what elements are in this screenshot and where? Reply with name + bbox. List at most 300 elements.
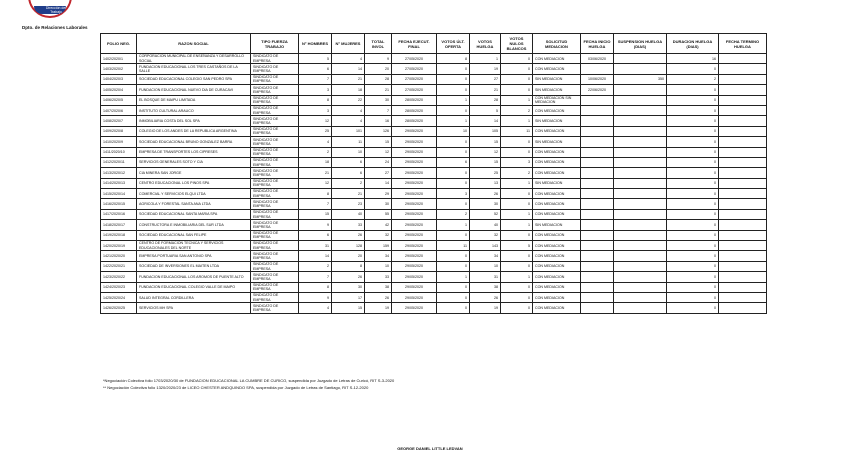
table-cell: FUNDACION EDUCACIONAL LOS TRES CASTAÑOS DE LA SALLE xyxy=(137,64,251,74)
table-row xyxy=(101,220,767,230)
header-row xyxy=(101,34,767,54)
table-cell: 0 xyxy=(667,157,719,167)
table-cell: 15 xyxy=(470,137,501,147)
table-cell: 5 xyxy=(501,241,533,251)
table-cell: 4 xyxy=(332,116,365,126)
table-cell: 26 xyxy=(332,230,365,240)
table-cell: 6 xyxy=(437,157,470,167)
table-cell xyxy=(581,64,614,74)
table-cell xyxy=(614,261,667,271)
table-cell: 21 xyxy=(299,168,332,178)
table-cell: 0 xyxy=(437,199,470,209)
table-cell: 29/05/2020 xyxy=(392,147,437,157)
table-cell: SINDICATO DE EMPRESA xyxy=(251,116,299,126)
table-cell: 42 xyxy=(365,220,392,230)
table-cell xyxy=(614,147,667,157)
table-cell: 18 xyxy=(332,85,365,95)
table-cell: CON MEDIACION xyxy=(533,230,581,240)
table-cell: 0 xyxy=(501,199,533,209)
table-row xyxy=(101,261,767,271)
table-cell: 32 xyxy=(365,230,392,240)
table-cell: AGRICOLA Y FORESTAL SANTA ANA LTDA xyxy=(137,199,251,209)
table-cell: 1 xyxy=(501,95,533,105)
table-cell: SINDICATO DE EMPRESA xyxy=(251,199,299,209)
table-cell xyxy=(719,303,767,313)
table-cell: 1 xyxy=(501,272,533,282)
table-cell: 0 xyxy=(667,189,719,199)
table-cell xyxy=(581,272,614,282)
table-cell: CON MEDIACION xyxy=(533,54,581,64)
table-cell: EMPRESA PORTUARIA SAN ANTONIO SPA xyxy=(137,251,251,261)
table-cell: 27/05/2020 xyxy=(392,54,437,64)
direccion-trabajo-logo xyxy=(28,0,72,18)
table-cell: CIA MINERA SAN JORGE xyxy=(137,168,251,178)
table-cell xyxy=(581,261,614,271)
table-cell: SERVICIOS GENERALES SOTO Y CIA xyxy=(137,157,251,167)
table-row xyxy=(101,168,767,178)
table-cell xyxy=(581,292,614,302)
table-cell xyxy=(581,147,614,157)
table-cell xyxy=(614,282,667,292)
table-cell: 1414/2020/13 xyxy=(101,178,137,188)
table-cell: 0 xyxy=(437,85,470,95)
table-row xyxy=(101,251,767,261)
table-cell xyxy=(719,54,767,64)
table-cell xyxy=(581,126,614,136)
table-cell: 38 xyxy=(470,282,501,292)
table-cell: 29/05/2020 xyxy=(392,126,437,136)
table-cell xyxy=(614,116,667,126)
table-row xyxy=(101,292,767,302)
table-cell: 27/05/2020 xyxy=(392,85,437,95)
table-cell: 143 xyxy=(470,241,501,251)
table-cell: SOCIEDAD EDUCACIONAL SAN FELIPE xyxy=(137,230,251,240)
table-cell: 0 xyxy=(667,178,719,188)
table-cell: 22/06/2020 xyxy=(581,85,614,95)
table-cell: CON MEDIACION xyxy=(533,251,581,261)
table-cell: SINDICATO DE EMPRESA xyxy=(251,137,299,147)
table-cell xyxy=(719,251,767,261)
table-cell: EL BOSQUE DE MAIPU LIMITADA xyxy=(137,95,251,105)
table-cell: 2 xyxy=(299,147,332,157)
table-cell xyxy=(719,126,767,136)
table-cell: SINDICATO DE EMPRESA xyxy=(251,168,299,178)
table-cell xyxy=(614,178,667,188)
table-cell: CON MEDIACION xyxy=(533,105,581,115)
table-cell: 15 xyxy=(332,303,365,313)
table-cell: 1 xyxy=(470,54,501,64)
table-cell: 03/06/2020 xyxy=(581,54,614,64)
table-cell: CENTRO EDUCACIONAL LOS PINOS SPA xyxy=(137,178,251,188)
table-cell: 0 xyxy=(667,95,719,105)
footnote-2: ** Negociación Colectiva folio 1320/2020/23 de LICEO CHESTER ANDQUINDO SPA, suspendida por Juzgado de Letras de Santiago, RIT S-12-2020 xyxy=(103,385,369,390)
column-header: SOLICITUD MEDIACION xyxy=(533,34,581,54)
table-cell xyxy=(581,199,614,209)
table-cell: 28/05/2020 xyxy=(392,95,437,105)
table-cell: 12 xyxy=(299,116,332,126)
table-row xyxy=(101,95,767,105)
table-cell: 2 xyxy=(501,168,533,178)
table-cell: 0 xyxy=(437,168,470,178)
table-cell: 10 xyxy=(437,126,470,136)
table-cell: 11 xyxy=(437,241,470,251)
table-cell: 30 xyxy=(365,199,392,209)
table-cell: 0 xyxy=(501,282,533,292)
table-cell: SINDICATO DE EMPRESA xyxy=(251,261,299,271)
table-cell: 0 xyxy=(667,261,719,271)
table-cell: 10/06/2020 xyxy=(581,74,614,84)
table-cell: 33 xyxy=(365,272,392,282)
table-cell: 0 xyxy=(501,230,533,240)
table-cell: 29/05/2020 xyxy=(392,251,437,261)
table-row xyxy=(101,272,767,282)
table-cell: 3 xyxy=(437,189,470,199)
table-cell: 0 xyxy=(437,64,470,74)
table-cell: 21 xyxy=(470,85,501,95)
table-cell xyxy=(719,230,767,240)
table-cell: SINDICATO DE EMPRESA xyxy=(251,303,299,313)
table-cell: 3 xyxy=(299,85,332,95)
negotiations-table xyxy=(100,33,767,314)
table-cell: 1419/2020/18 xyxy=(101,230,137,240)
table-cell: CON MEDIACION xyxy=(533,189,581,199)
footnote-1: *Negociación Colectiva folio 1703/2020/30 de FUNDACION EDUCACIONAL LA CUMBRE DE CURICO, suspendida por Juzgado de Letras de Curicó, RIT S-3-2020 xyxy=(103,378,395,383)
table-cell xyxy=(614,292,667,302)
column-header: FOLIO NEG. xyxy=(101,34,137,54)
table-cell: 29/05/2020 xyxy=(392,241,437,251)
table-cell: SINDICATO DE EMPRESA xyxy=(251,126,299,136)
table-cell: 21 xyxy=(332,189,365,199)
table-cell: 31 xyxy=(299,241,332,251)
table-cell: 29/05/2020 xyxy=(392,292,437,302)
table-cell: 21 xyxy=(332,74,365,84)
table-row xyxy=(101,54,767,64)
table-cell xyxy=(614,303,667,313)
table-cell: 4 xyxy=(332,54,365,64)
table-cell xyxy=(581,209,614,219)
table-cell: SINDICATO DE EMPRESA xyxy=(251,74,299,84)
table-cell: CON MEDIACION xyxy=(533,303,581,313)
table-cell xyxy=(581,168,614,178)
table-cell: 0 xyxy=(667,199,719,209)
table-cell: 0 xyxy=(501,251,533,261)
table-cell: 27 xyxy=(365,168,392,178)
table-cell: 0 xyxy=(667,64,719,74)
table-cell: SINDICATO DE EMPRESA xyxy=(251,95,299,105)
table-cell: 1406/2020/5 xyxy=(101,95,137,105)
table-cell: 12 xyxy=(470,147,501,157)
department-label: Dpto. de Relaciones Laborales xyxy=(22,25,88,30)
column-header: FECHA EJECUT. FINAL xyxy=(392,34,437,54)
table-cell: 0 xyxy=(501,64,533,74)
table-cell: CON MEDIACION xyxy=(533,241,581,251)
table-cell: SINDICATO DE EMPRESA xyxy=(251,105,299,115)
table-cell: 2 xyxy=(332,178,365,188)
table-cell: SINDICATO DE EMPRESA xyxy=(251,157,299,167)
table-cell: 15 xyxy=(299,209,332,219)
table-cell: 1 xyxy=(437,95,470,105)
table-cell: 0 xyxy=(667,209,719,219)
table-cell: 0 xyxy=(667,282,719,292)
table-cell xyxy=(581,282,614,292)
table-cell: 27/05/2020 xyxy=(392,74,437,84)
table-cell: CENTRO DE FORMACION TECNICA Y SERVICIOS EDUCACIONALES DEL NORTE xyxy=(137,241,251,251)
table-cell xyxy=(581,116,614,126)
table-cell xyxy=(581,303,614,313)
table-cell: 38 xyxy=(365,282,392,292)
table-cell: 26 xyxy=(470,292,501,302)
table-cell xyxy=(719,85,767,95)
table-cell: 1425/2020/24 xyxy=(101,292,137,302)
table-cell: SINDICATO DE EMPRESA xyxy=(251,230,299,240)
table-cell: 128 xyxy=(332,241,365,251)
table-cell xyxy=(581,137,614,147)
table-cell: 10 xyxy=(470,261,501,271)
table-cell: 32 xyxy=(470,230,501,240)
table-cell: 3 xyxy=(299,105,332,115)
table-cell: 4 xyxy=(299,303,332,313)
table-cell xyxy=(581,220,614,230)
table-cell: 0 xyxy=(437,74,470,84)
table-row xyxy=(101,241,767,251)
table-cell: 19 xyxy=(365,303,392,313)
table-cell: 8 xyxy=(299,282,332,292)
table-cell: FUNDACION EDUCACIONAL NUEVO DIA DE CURACAVI xyxy=(137,85,251,95)
table-cell: 350 xyxy=(614,74,667,84)
table-cell xyxy=(719,241,767,251)
table-cell: CON MEDIACION xyxy=(533,147,581,157)
table-cell xyxy=(719,95,767,105)
table-cell: 1 xyxy=(501,178,533,188)
table-cell: 27/05/2020 xyxy=(392,64,437,74)
table-cell: 0 xyxy=(437,147,470,157)
table-cell: 1421/2020/20 xyxy=(101,251,137,261)
column-header: N° HOMBRES xyxy=(299,34,332,54)
table-cell: 0 xyxy=(501,147,533,157)
table-cell: 26 xyxy=(365,292,392,302)
table-cell: CORPORACION MUNICIPAL DE ENSEÑANZA Y DESARROLLO SOCIAL xyxy=(137,54,251,64)
table-cell: SINDICATO DE EMPRESA xyxy=(251,85,299,95)
table-cell: 11 xyxy=(332,137,365,147)
table-cell: SINDICATO DE EMPRESA xyxy=(251,209,299,219)
table-cell: 1 xyxy=(501,116,533,126)
table-cell: 24 xyxy=(365,157,392,167)
table-cell: 0 xyxy=(667,220,719,230)
table-cell: 0 xyxy=(667,303,719,313)
table-row xyxy=(101,116,767,126)
table-cell: 2 xyxy=(667,74,719,84)
table-cell: 0 xyxy=(501,85,533,95)
table-cell: 15 xyxy=(470,157,501,167)
table-row xyxy=(101,85,767,95)
table-cell: SINDICATO DE EMPRESA xyxy=(251,282,299,292)
table-cell: 25 xyxy=(470,168,501,178)
table-cell: 7 xyxy=(365,105,392,115)
table-cell: 14 xyxy=(299,251,332,261)
table-cell: SINDICATO DE EMPRESA xyxy=(251,292,299,302)
table-cell: SIN MEDIACION xyxy=(533,116,581,126)
table-cell: 4 xyxy=(332,105,365,115)
table-cell: INMOBILIARIA COSTA DEL SOL SPA xyxy=(137,116,251,126)
table-cell: EMPRESA DE TRANSPORTES LOS CIPRESES xyxy=(137,147,251,157)
table-cell: 1 xyxy=(437,116,470,126)
table-cell xyxy=(719,74,767,84)
table-cell: 0 xyxy=(501,137,533,147)
table-cell: 1410/2020/9 xyxy=(101,137,137,147)
column-header: RAZON SOCIAL xyxy=(137,34,251,54)
table-cell: 9 xyxy=(365,54,392,64)
table-cell xyxy=(719,189,767,199)
table-cell: 1420/2020/19 xyxy=(101,241,137,251)
table-row xyxy=(101,105,767,115)
table-cell: 0 xyxy=(437,292,470,302)
table-cell xyxy=(614,220,667,230)
table-cell xyxy=(581,95,614,105)
table-cell: CON MEDIACION xyxy=(533,272,581,282)
table-cell: 1426/2020/25 xyxy=(101,303,137,313)
table-cell xyxy=(614,251,667,261)
table-cell: 15 xyxy=(365,137,392,147)
table-row xyxy=(101,147,767,157)
table-cell: 8 xyxy=(332,261,365,271)
table-cell: 1404/2020/3 xyxy=(101,74,137,84)
table-cell xyxy=(719,137,767,147)
table-cell: 29/05/2020 xyxy=(392,137,437,147)
table-cell xyxy=(614,105,667,115)
column-header: FECHA TERMINO HUELGA xyxy=(719,34,767,54)
table-cell: 1 xyxy=(437,272,470,282)
table-cell: 0 xyxy=(667,116,719,126)
table-cell: 14 xyxy=(365,178,392,188)
table-row xyxy=(101,137,767,147)
table-cell: CON MEDIACION SIN MEDIACION xyxy=(533,95,581,105)
table-cell xyxy=(614,209,667,219)
table-cell: 10 xyxy=(365,261,392,271)
table-cell: 0 xyxy=(437,137,470,147)
table-cell: 12 xyxy=(299,178,332,188)
table-cell: 30 xyxy=(332,282,365,292)
table-cell: 55 xyxy=(365,209,392,219)
table-cell: 29/05/2020 xyxy=(392,272,437,282)
table-cell: 12 xyxy=(365,147,392,157)
table-cell: 29/05/2020 xyxy=(392,220,437,230)
column-header: DURACION HUELGA (DIAS) xyxy=(667,34,719,54)
table-cell: 0 xyxy=(437,261,470,271)
table-cell: 27 xyxy=(470,74,501,84)
table-cell: COMERCIAL Y SERVICIOS ELQUI LTDA xyxy=(137,189,251,199)
table-cell xyxy=(614,126,667,136)
table-cell: 52 xyxy=(470,209,501,219)
table-cell: 1 xyxy=(437,220,470,230)
table-row xyxy=(101,126,767,136)
table-cell: 0 xyxy=(501,303,533,313)
table-cell xyxy=(581,178,614,188)
table-cell: SIN MEDIACION xyxy=(533,137,581,147)
table-cell: 23 xyxy=(332,199,365,209)
column-header: VOTOS ÚLT. OFERTA xyxy=(437,34,470,54)
table-cell: 18 xyxy=(299,157,332,167)
table-cell: CON MEDIACION xyxy=(533,64,581,74)
table-cell xyxy=(719,105,767,115)
table-cell: 1415/2020/14 xyxy=(101,189,137,199)
table-cell: 19 xyxy=(470,303,501,313)
table-cell xyxy=(581,241,614,251)
table-cell: 16 xyxy=(365,116,392,126)
table-cell: 1413/2020/12 xyxy=(101,168,137,178)
table-cell: 0 xyxy=(667,241,719,251)
table-cell: 5 xyxy=(470,105,501,115)
table-cell: 0 xyxy=(667,137,719,147)
table-cell: 0 xyxy=(437,251,470,261)
table-cell: INSTITUTO CULTURAL ARAUCO xyxy=(137,105,251,115)
table-cell: 33 xyxy=(332,220,365,230)
table-cell: 40 xyxy=(470,220,501,230)
table-cell: CON MEDIACION xyxy=(533,157,581,167)
table-cell: 8 xyxy=(437,54,470,64)
table-cell: 3 xyxy=(501,157,533,167)
table-cell: 1405/2020/4 xyxy=(101,85,137,95)
table-row xyxy=(101,74,767,84)
table-row xyxy=(101,178,767,188)
table-cell: 29/05/2020 xyxy=(392,199,437,209)
table-cell: 26 xyxy=(332,272,365,282)
table-cell: 7 xyxy=(299,74,332,84)
table-cell xyxy=(719,199,767,209)
table-cell: 0 xyxy=(501,54,533,64)
table-cell: SOCIEDAD EDUCACIONAL BRUNO GONZALEZ BARRA xyxy=(137,137,251,147)
table-cell xyxy=(614,189,667,199)
table-cell xyxy=(719,292,767,302)
table-cell: 14 xyxy=(470,116,501,126)
table-cell: SINDICATO DE EMPRESA xyxy=(251,241,299,251)
table-cell xyxy=(719,147,767,157)
table-cell: SIN MEDIACION xyxy=(533,74,581,84)
table-cell: 6 xyxy=(332,157,365,167)
table-cell: CON MEDIACION xyxy=(533,168,581,178)
table-cell: 0 xyxy=(437,230,470,240)
table-cell: 0 xyxy=(437,178,470,188)
table-cell: 1423/2020/22 xyxy=(101,272,137,282)
table-cell: 29/05/2020 xyxy=(392,282,437,292)
table-cell xyxy=(614,137,667,147)
table-cell: 1 xyxy=(501,209,533,219)
table-cell xyxy=(614,272,667,282)
table-cell: 30 xyxy=(470,199,501,209)
table-cell: 0 xyxy=(667,251,719,261)
table-cell: 10 xyxy=(332,147,365,157)
table-cell: FUNDACION EDUCACIONAL LOS AROMOS DE PUENTE ALTO xyxy=(137,272,251,282)
table-cell: 0 xyxy=(437,282,470,292)
table-cell: 21 xyxy=(365,85,392,95)
table-cell: 34 xyxy=(470,251,501,261)
table-cell: 26 xyxy=(470,189,501,199)
table-cell: 1408/2020/7 xyxy=(101,116,137,126)
table-cell: CON MEDIACION xyxy=(533,261,581,271)
table-cell xyxy=(614,230,667,240)
table-cell: 16 xyxy=(667,54,719,64)
table-cell xyxy=(719,168,767,178)
table-cell: COLEGIO DE LOS ANDES DE LA REPUBLICA ARGENTINA xyxy=(137,126,251,136)
table-cell: SALUD INTEGRAL CORDILLERA xyxy=(137,292,251,302)
table-cell: 14 xyxy=(332,64,365,74)
table-cell xyxy=(581,230,614,240)
logo-line1: Dirección del xyxy=(45,6,67,10)
table-cell: 29/05/2020 xyxy=(392,303,437,313)
table-cell: 30 xyxy=(365,95,392,105)
table-cell: 0 xyxy=(667,85,719,95)
table-row xyxy=(101,282,767,292)
table-cell: 1411/2020/10 xyxy=(101,147,137,157)
